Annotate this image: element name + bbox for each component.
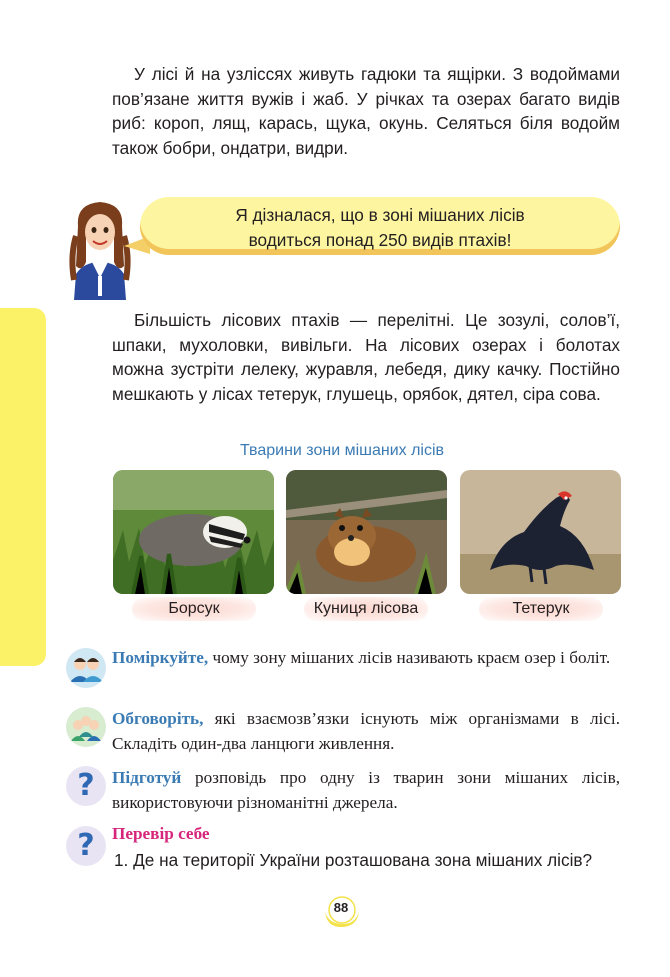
badger-image-icon [113, 470, 274, 594]
question-mark-icon: ? [66, 766, 106, 806]
marten-image-icon [286, 470, 447, 594]
gallery-title: Тварини зони мішаних лісів [239, 442, 445, 459]
page-number: 88 [333, 900, 349, 915]
photo-badger [113, 470, 274, 594]
speech-bubble-text: Я дізналася, що в зоні мішаних лісів водиться понад 250 видів птахів! [235, 205, 525, 250]
label-grouse: Тетерук [479, 597, 603, 621]
self-check-question-1: 1. Де на території України розташована зона мішаних лісів? [114, 850, 593, 870]
task-discuss-keyword: Обговоріть, [112, 709, 204, 728]
task-think-keyword: Поміркуйте, [112, 648, 209, 667]
pair-discussion-icon [66, 648, 106, 688]
photo-grouse [460, 470, 621, 594]
question-mark-icon: ? [66, 826, 106, 866]
paragraph-birds: Більшість лісових птахів — перелітні. Це зозулі, солов’ї, шпаки, мухоловки, вивільги. На лісових озерах і болотах можна зустріти лелеку, журавля, лебедя, дику качку. Постійно мешкають у лісах тетерук, глушець, орябок, дятел, сіра сова. [112, 310, 620, 404]
task-prepare: Підготуй розповідь про одну із тварин зони мішаних лісів, використовуючи різноманітні джерела. [112, 768, 620, 812]
group-discussion-icon [66, 707, 106, 747]
self-check-heading: Перевір себе [112, 824, 210, 843]
label-marten: Куниця лісова [304, 597, 428, 621]
photo-marten [286, 470, 447, 594]
task-discuss: Обговоріть, які взаємозв’язки існують між організмами в лісі. Складіть один-два ланцюги живлення. [112, 709, 620, 753]
task-think: Поміркуйте, чому зону мішаних лісів називають краєм озер і боліт. [112, 648, 611, 667]
grouse-image-icon [460, 470, 621, 594]
yellow-side-tab [0, 308, 46, 666]
task-prepare-keyword: Підготуй [112, 768, 182, 787]
label-badger: Борсук [132, 597, 256, 621]
paragraph-reptiles: У лісі й на узліссях живуть гадюки та ящірки. З водоймами пов’язане життя вужів і жаб. У річках та озерах багато видів риб: короп, лящ, карась, щука, окунь. Селяться біля водойм також бобри, ондатри, видри. [112, 64, 620, 158]
